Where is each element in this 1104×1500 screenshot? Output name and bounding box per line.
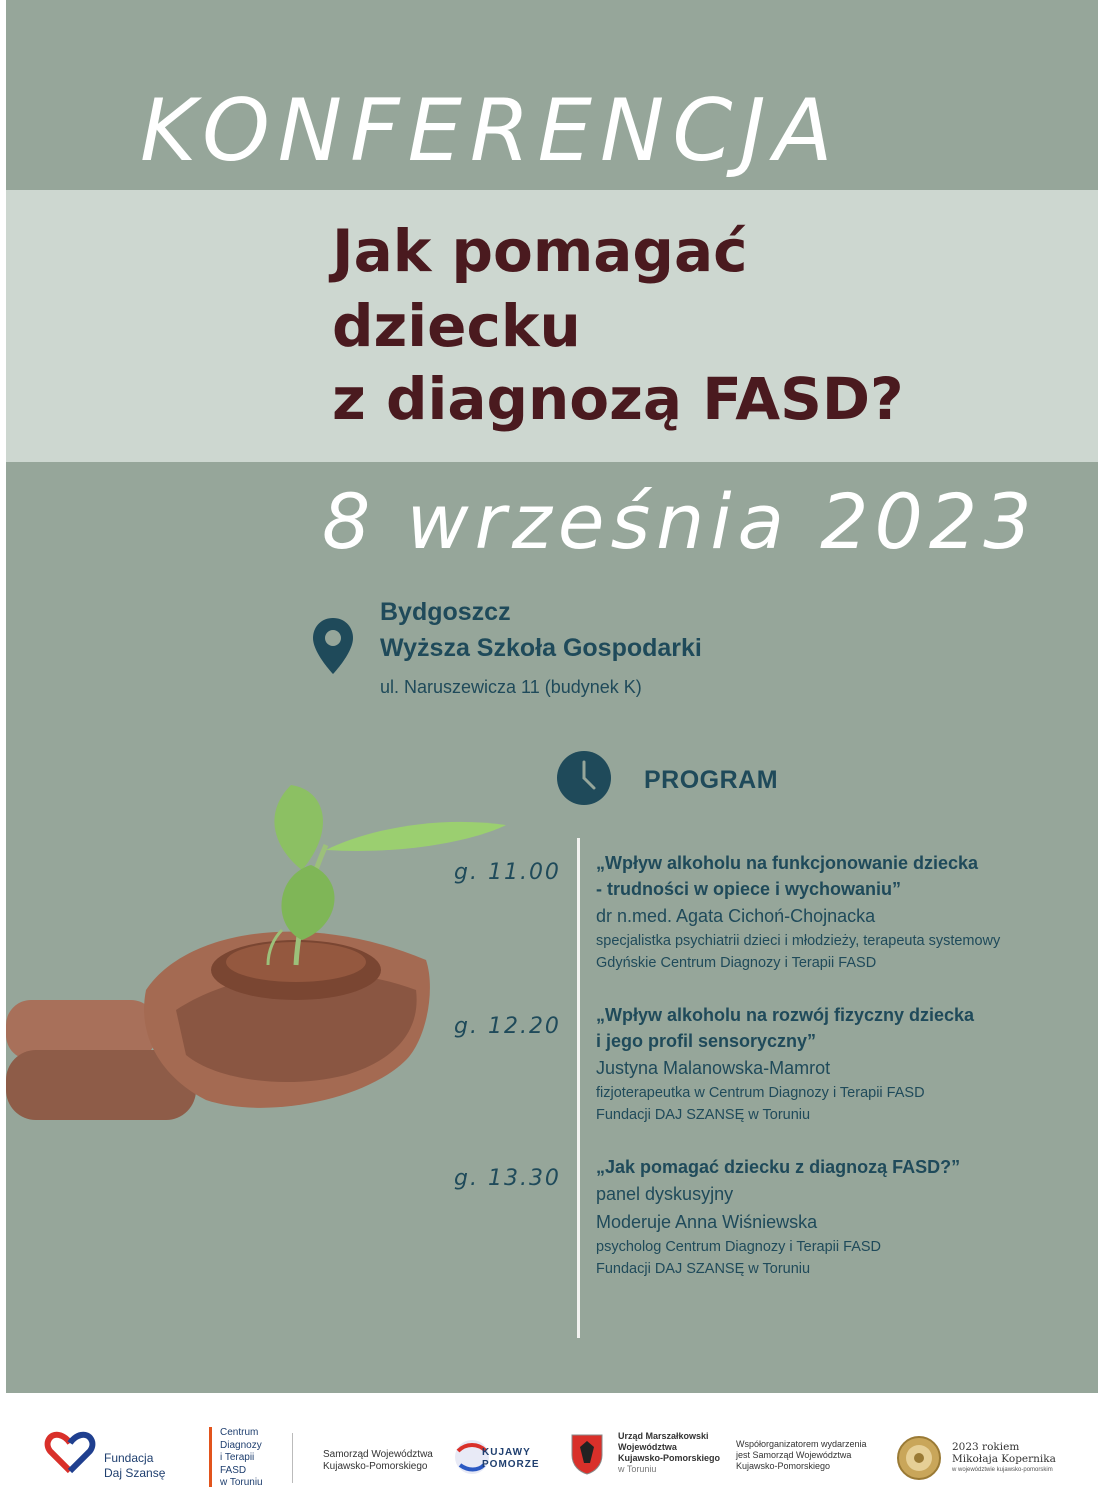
footer-wspol <box>736 1439 867 1472</box>
footer-wspol-line: Współorganizatorem wydarzenia <box>736 1439 867 1449</box>
program-item-title: „Wpływ alkoholu na rozwój fizyczny dziecka <box>596 1005 975 1025</box>
fundacja-heart-logo-icon <box>44 1431 96 1475</box>
footer-wspol-line: jest Samorząd Województwa <box>736 1450 852 1460</box>
location-address: ul. Naruszewicza 11 (budynek K) <box>380 677 642 697</box>
program-item-desc: Fundacji DAJ SZANSĘ w Toruniu <box>596 1107 811 1123</box>
footer-divider <box>292 1433 293 1483</box>
program-item-speaker: Moderuje Anna Wiśniewska <box>596 1212 818 1232</box>
footer-centrum-line: Centrum <box>220 1427 259 1438</box>
program-item-2 <box>596 1002 1096 1126</box>
program-item-speaker: Justyna Malanowska-Mamrot <box>596 1058 831 1078</box>
footer-wspol-line: Kujawsko-Pomorskiego <box>736 1461 831 1471</box>
program-item-title: - trudności w opiece i wychowaniu” <box>596 879 902 899</box>
program-item-speaker: dr n.med. Agata Cichoń-Chojnacka <box>596 906 876 926</box>
program-item-subtitle: panel dyskusyjny <box>596 1184 734 1204</box>
footer-centrum-line: FASD <box>220 1464 247 1476</box>
location-school: Wyższa Szkoła Gospodarki <box>380 634 702 662</box>
footer-fundacja-1: Fundacja <box>104 1451 154 1465</box>
header-konferencja: KONFERENCJA <box>140 81 841 181</box>
title-line-2: dziecku <box>332 292 581 360</box>
footer-kopernik-1: 2023 rokiem <box>952 1441 1020 1453</box>
program-item-title: „Jak pomagać dziecku z diagnozą FASD?” <box>596 1157 961 1177</box>
program-item-desc: Fundacji DAJ SZANSĘ w Toruniu <box>596 1261 811 1277</box>
centrum-accent-bar <box>209 1427 212 1487</box>
footer-urzad-line: Urząd Marszałkowski <box>618 1431 709 1441</box>
footer-kopernik-2: Mikołaja Kopernika <box>952 1453 1056 1465</box>
hands-with-seedling-image <box>6 760 526 1180</box>
program-item-desc: specjalistka psychiatrii dzieci i młodzieży, terapeuta systemowy <box>596 933 1001 949</box>
program-time-3: g. 13.30 <box>454 1166 561 1191</box>
footer-urzad <box>618 1431 720 1475</box>
footer-kopernik-3: w województwie kujawsko-pomorskim <box>952 1467 1053 1473</box>
footer-samorzad-2: Kujawsko-Pomorskiego <box>323 1461 428 1472</box>
footer-urzad-line: w Toruniu <box>618 1464 657 1474</box>
coat-of-arms-icon <box>570 1433 604 1475</box>
program-heading: PROGRAM <box>644 766 779 794</box>
program-item-desc: Gdyńskie Centrum Diagnozy i Terapii FASD <box>596 955 877 971</box>
footer-fundacja-2: Daj Szansę <box>104 1466 166 1480</box>
program-item-title: „Wpływ alkoholu na funkcjonowanie dziecka <box>596 853 979 873</box>
program-time-1: g. 11.00 <box>454 860 561 885</box>
program-time-2: g. 12.20 <box>454 1014 561 1039</box>
footer-centrum-line: Diagnozy <box>220 1439 262 1451</box>
footer-centrum <box>220 1427 263 1490</box>
program-item-desc: fizjoterapeutka w Centrum Diagnozy i Terapii FASD <box>596 1085 925 1101</box>
program-item-1 <box>596 850 1096 974</box>
location-pin-icon <box>310 616 356 678</box>
footer-samorzad-1: Samorząd Województwa <box>323 1449 433 1460</box>
footer-urzad-line: Województwa <box>618 1442 677 1452</box>
program-timeline-line <box>577 838 580 1338</box>
footer-centrum-line: i Terapii <box>220 1452 255 1463</box>
event-date: 8 września 2023 <box>322 477 1038 566</box>
program-item-3 <box>596 1154 1096 1280</box>
title-line-3: z diagnozą FASD? <box>332 365 904 433</box>
kopernik-medal-icon <box>896 1435 942 1481</box>
title-line-1: Jak pomagać <box>332 217 748 285</box>
footer-centrum-line: w Toruniu <box>220 1477 263 1488</box>
poster <box>6 0 1098 1393</box>
footer-logos <box>0 1393 1104 1500</box>
footer-kujawy-1: KUJAWY <box>482 1447 531 1458</box>
location-city: Bydgoszcz <box>380 598 511 626</box>
program-item-title: i jego profil sensoryczny” <box>596 1031 817 1051</box>
footer-urzad-line: Kujawsko-Pomorskiego <box>618 1453 721 1463</box>
clock-icon <box>556 750 612 806</box>
footer-kujawy-2: POMORZE <box>482 1459 540 1470</box>
program-item-desc: psycholog Centrum Diagnozy i Terapii FASD <box>596 1239 882 1255</box>
